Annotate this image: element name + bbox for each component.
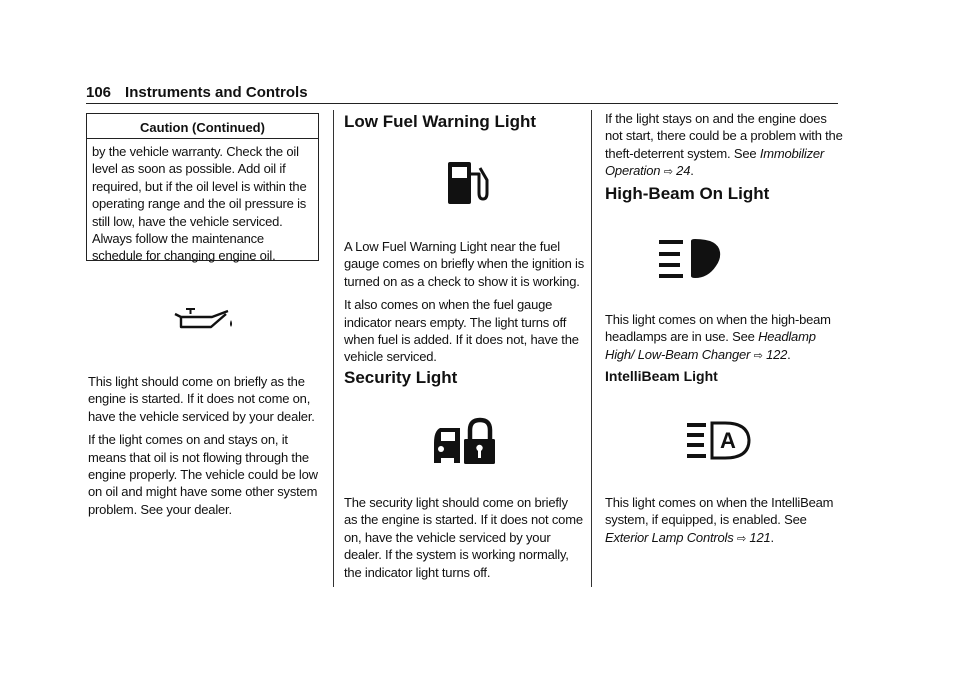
high-beam-heading: High-Beam On Light bbox=[605, 184, 770, 203]
caution-box bbox=[86, 113, 319, 264]
exterior-lamp-link[interactable]: Exterior Lamp Controls bbox=[605, 529, 734, 545]
intellibeam-text: This light comes on when the IntelliBeam system, if equipped, is enabled. See Exterior Lamp Controls ⇨ 121. bbox=[605, 495, 834, 545]
page-header bbox=[86, 84, 308, 101]
high-beam-icon bbox=[655, 238, 759, 280]
low-fuel-heading: Low Fuel Warning Light bbox=[344, 112, 537, 131]
low-fuel-para-1: A Low Fuel Warning Light near the fuel gauge comes on briefly when the ignition is turned on as a check to show it is working. bbox=[344, 239, 584, 289]
ref-arrow-icon: ⇨ bbox=[663, 166, 673, 179]
high-beam-text: This light comes on when the high-beam headlamps are in use. See Headlamp High/ Low-Beam Changer ⇨ 122. bbox=[605, 312, 831, 362]
fuel-pump-icon bbox=[446, 160, 492, 206]
car-lock-icon bbox=[432, 415, 496, 467]
intellibeam-icon-letter: A bbox=[720, 428, 736, 453]
intellibeam-heading: IntelliBeam Light bbox=[605, 368, 718, 384]
low-fuel-para-2: It also comes on when the fuel gauge indicator nears empty. The light turns off when fuel is added. If it does not, have the vehicle serviced. bbox=[344, 297, 579, 365]
immobilizer-link[interactable]: Immobilizer Operation bbox=[605, 145, 825, 179]
col3-intro: If the light stays on and the engine does not start, there could be a problem with the theft-deterrent system. See Immobilizer Operation ⇨ 24. bbox=[605, 111, 843, 179]
ref-arrow-icon: ⇨ bbox=[753, 349, 763, 362]
headlamp-page[interactable]: 122 bbox=[766, 346, 788, 362]
immobilizer-page[interactable]: 24 bbox=[676, 163, 691, 179]
security-para-1: The security light should come on briefly as the engine is started. If it does not come on, have the vehicle serviced by your dealer. If the system is working normally, the indicator light turns off. bbox=[344, 495, 583, 580]
page-number: 106 bbox=[86, 84, 112, 101]
auto-high-beam-icon bbox=[685, 421, 757, 461]
section-title: Instruments and Controls bbox=[125, 84, 308, 101]
ref-arrow-icon: ⇨ bbox=[736, 532, 746, 545]
column-divider-1 bbox=[333, 110, 334, 587]
security-heading: Security Light bbox=[344, 368, 458, 387]
column-divider-2 bbox=[591, 110, 592, 587]
exterior-lamp-page[interactable]: 121 bbox=[749, 529, 771, 545]
oil-para-2: If the light comes on and stays on, it means that oil is not flowing through the engine properly. The vehicle could be low on oil and might have some other system problem. See your dealer. bbox=[88, 432, 318, 517]
col3-intro-text: If the light stays on and the engine does not start, there could be a problem with the theft-deterrent system. See bbox=[605, 111, 843, 161]
caution-text: by the vehicle warranty. Check the oil level as soon as possible. Add oil if required, but if the oil level is within the operating range and the oil pressure is still low, have the vehicle serviced. Always follow the maintenance schedule for changing engine oil. bbox=[92, 144, 307, 264]
caution-title: Caution (Continued) bbox=[140, 120, 265, 135]
headlamp-link[interactable]: Headlamp High/ Low-Beam Changer bbox=[605, 329, 816, 362]
oil-can-icon bbox=[172, 305, 236, 331]
oil-para-1: This light should come on briefly as the engine is started. If it does not come on, have the vehicle serviced by your dealer. bbox=[88, 374, 315, 424]
header-rule bbox=[86, 103, 838, 104]
